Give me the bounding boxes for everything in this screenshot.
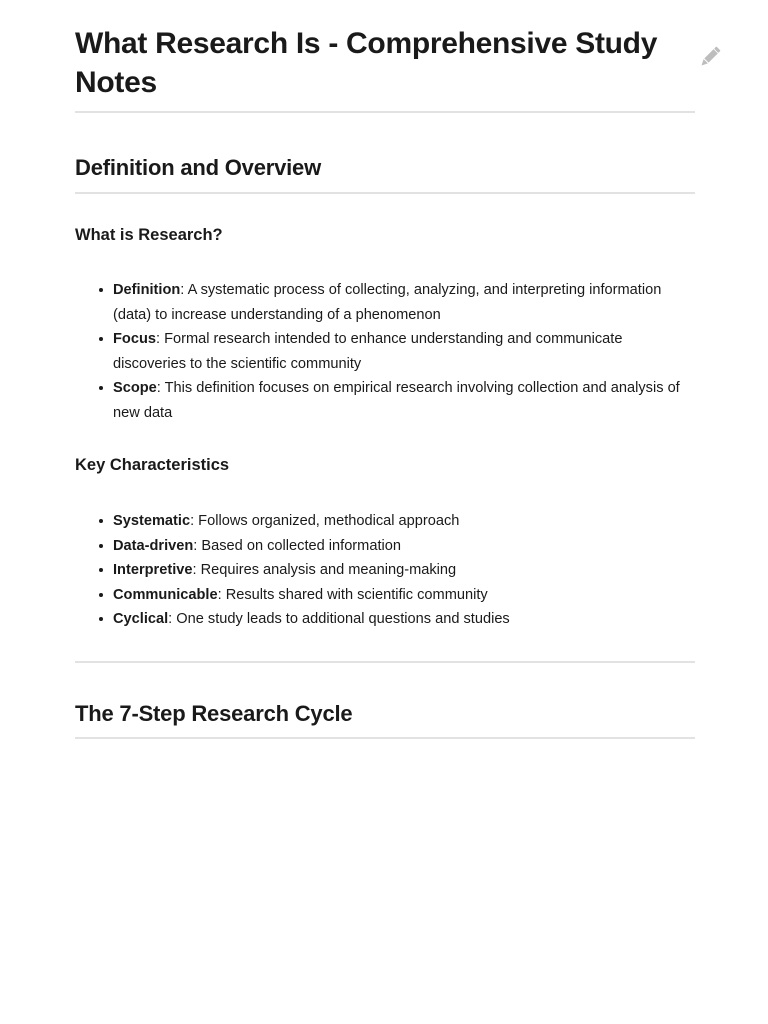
section-divider [75,192,695,194]
list-item [113,376,695,425]
edit-button[interactable] [697,44,723,70]
page-title: What Research Is - Comprehensive Study Notes [75,27,658,99]
list-item [113,583,695,608]
section-heading-research-cycle: The 7-Step Research Cycle [75,701,353,726]
list-item-term: Focus [113,331,156,347]
list-item [113,278,695,327]
list-item [113,558,695,583]
list-item-text: : Results shared with scientific community [217,586,488,603]
title-divider [75,111,695,113]
list-item [113,607,695,632]
list-item-text: : Follows organized, methodical approach [190,513,460,529]
section-divider [75,737,695,739]
list-item-term: Cyclical [113,611,169,627]
list-item-term: Data-driven [113,537,194,554]
subsection-heading-what-is-research: What is Research? [75,226,223,244]
list-item-text: : One study leads to additional questions and studies [168,611,510,627]
list-item-text: : A systematic process of collecting, analyzing, and interpreting information (data) to increase understanding of a phenomenon [113,282,662,323]
pencil-icon [697,44,723,70]
list-item-text: : Requires analysis and meaning-making [192,562,457,578]
section-break-divider [75,661,695,663]
list-item [113,509,695,534]
list-item-term: Scope [113,380,157,396]
list-item [113,327,695,376]
subsection-heading-key-characteristics: Key Characteristics [75,456,230,474]
list-item-term: Definition [113,282,181,298]
section-heading-definition: Definition and Overview [75,155,322,180]
list-item [113,534,695,559]
list-item-term: Systematic [113,513,191,529]
list-item-term: Interpretive [113,562,193,578]
list-item-text: : Formal research intended to enhance understanding and communicate discoveries to the scientific community [113,331,623,372]
list-item-text: : Based on collected information [193,537,401,554]
list-item-text: : This definition focuses on empirical research involving collection and analysis of new data [113,380,680,421]
key-characteristics-list [75,509,695,632]
what-is-research-list [75,278,695,425]
list-item-term: Communicable [113,586,218,603]
